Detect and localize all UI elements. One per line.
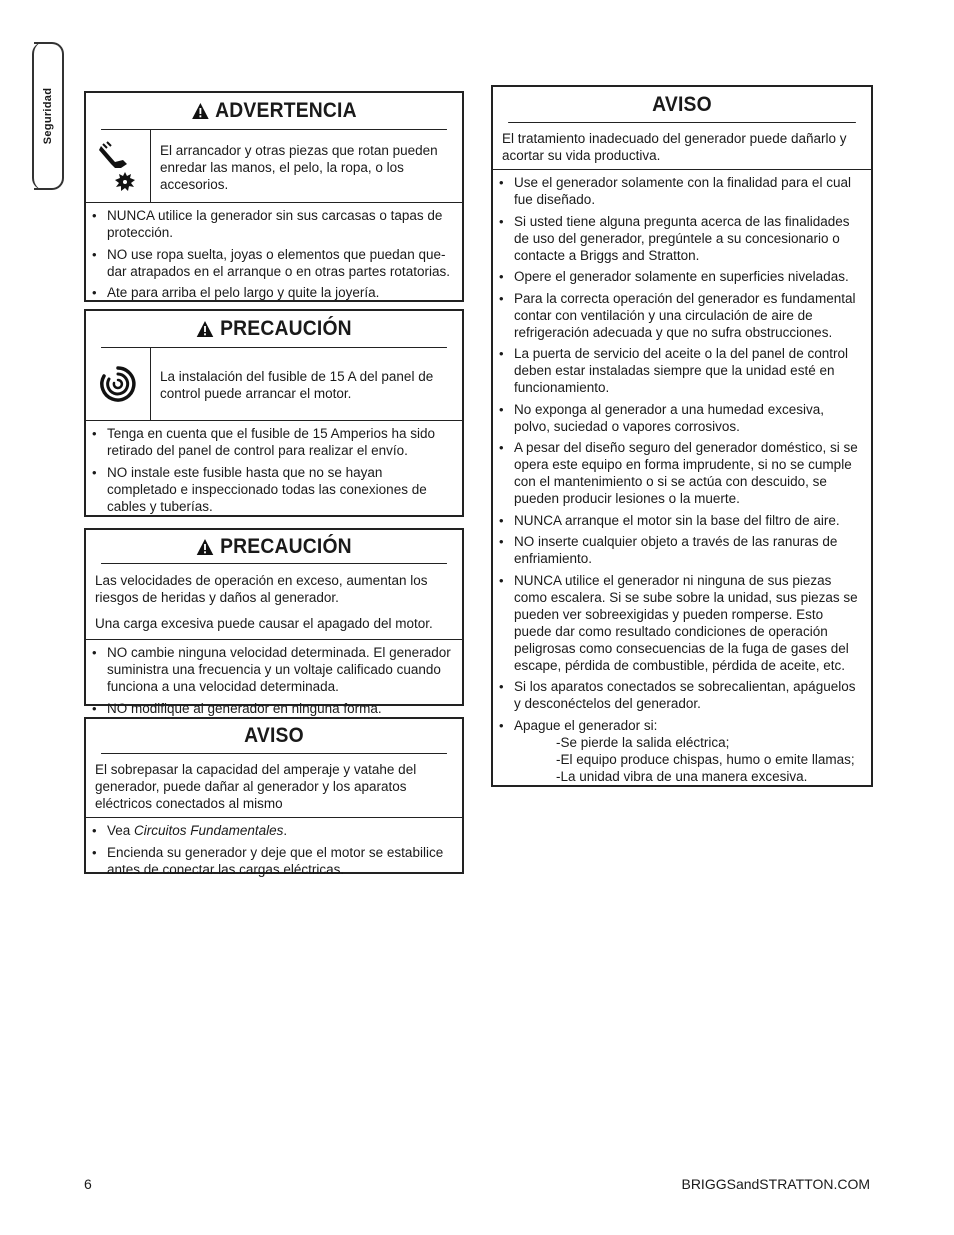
sub-item: -La unidad vibra de una manera excesiva. xyxy=(556,768,808,784)
advertencia-hazard-row xyxy=(86,130,462,203)
advertencia-bullets xyxy=(86,203,462,305)
precaucion-fuse-hazard-row xyxy=(86,348,462,421)
entanglement-hazard-icon xyxy=(86,130,151,202)
list-item: • NUNCA utilice el generador ni ninguna de sus piezas como escalera. Si se sube sobre la unidad, sus piezas se pueden ver sobreexigidas y pueden romperse. Esto puede dar como resultado condiciones de operación peligrosas como consecuencias de la fuga de gases del escape, pérdida de combustible, pérdida de aceite, etc. xyxy=(499,572,863,674)
list-item: • NO instale este fusible hasta que no se hayan completado e inspeccionado todas las conexiones de cables y tuberías. xyxy=(92,464,454,515)
precaucion-speed-intro xyxy=(86,564,462,640)
list-item: • NO inserte cualquier objeto a través de las ranuras de enfriamiento. xyxy=(499,533,863,567)
intro-paragraph: El tratamiento inadecuado del generador puede dañarlo y acortar su vida productiva. xyxy=(502,131,847,163)
list-item: • Encienda su generador y deje que el motor se estabilice antes de conectar las cargas eléctricas. xyxy=(92,844,454,878)
warning-triangle-icon xyxy=(196,320,214,338)
list-item xyxy=(499,717,863,785)
list-item: • NUNCA arranque el motor sin la base del filtro de aire. xyxy=(499,512,863,529)
bullet-text: Vea xyxy=(107,823,135,838)
precaucion-fuse-box xyxy=(84,309,464,517)
aviso-generator-intro xyxy=(493,123,871,170)
precaucion-fuse-title xyxy=(101,311,447,348)
cross-reference-link: Circuitos Fundamentales xyxy=(134,823,284,838)
bullet-text: Apague el generador si: xyxy=(514,717,658,733)
aviso-load-bullets xyxy=(86,818,462,882)
aviso-generator-box xyxy=(491,85,873,787)
warning-triangle-icon xyxy=(196,538,214,556)
advertencia-title-text: ADVERTENCIA xyxy=(215,99,357,122)
list-item: • NO use ropa suelta, joyas o elementos que puedan que-dar atrapados en el arranque o en otras partes rotatorias. xyxy=(92,246,454,280)
aviso-load-title xyxy=(101,719,447,754)
precaucion-speed-title-text: PRECAUCIÓN xyxy=(220,534,352,558)
sub-item: -El equipo produce chispas, humo o emite llamas; xyxy=(556,751,855,767)
intro-paragraph: Una carga excesiva puede causar el apagado del motor. xyxy=(95,616,433,631)
section-tab xyxy=(34,42,64,190)
list-item: • No exponga al generador a una humedad excesiva, polvo, suciedad o vapores corrosivos. xyxy=(499,401,863,435)
section-tab-label: Seguridad xyxy=(42,87,54,145)
list-item: • NO modifique al generador en ninguna forma. xyxy=(92,700,454,717)
bullet-text: . xyxy=(283,823,288,838)
aviso-generator-title-text: AVISO xyxy=(652,92,712,116)
aviso-generator-title xyxy=(508,87,856,123)
list-item: • NUNCA utilice la generador sin sus carcasas o tapas de protección. xyxy=(92,207,454,241)
list-item: • Para la correcta operación del generador es fundamental contar con ventilación y una circulación de aire de refrigeración adecuada y que no sufra obstrucciones. xyxy=(499,290,863,341)
aviso-load-intro xyxy=(86,754,462,818)
advertencia-title xyxy=(101,93,447,130)
precaucion-speed-title xyxy=(101,530,447,564)
aviso-load-title-text: AVISO xyxy=(244,724,304,747)
sub-item: -Se pierde la salida eléctrica; xyxy=(556,734,730,750)
list-item xyxy=(92,822,454,839)
list-item: • Opere el generador solamente en superficies niveladas. xyxy=(499,268,863,285)
precaucion-fuse-title-text: PRECAUCIÓN xyxy=(220,317,352,340)
list-item: • La puerta de servicio del aceite o la del panel de control deben estar instaladas siempre que la unidad esté en funcionamiento. xyxy=(499,345,863,396)
list-item: • NO cambie ninguna velocidad determinada. El generador suministra una frecuencia y un voltaje calificado cuando funciona a una velocidad determinada. xyxy=(92,644,454,695)
precaucion-speed-bullets xyxy=(86,640,462,721)
list-item: • Si usted tiene alguna pregunta acerca de las finalidades de uso del generador, pregúntele a su concesionario o contacte a Briggs and Stratton. xyxy=(499,213,863,264)
list-item: • Tenga en cuenta que el fusible de 15 Amperios ha sido retirado del panel de control para realizar el envío. xyxy=(92,425,454,459)
intro-paragraph: Las velocidades de operación en exceso, aumentan los riesgos de heridas y daños al generador. xyxy=(95,573,428,605)
advertencia-hazard-text: El arrancador y otras piezas que rotan pueden enredar las manos, el pelo, la ropa, o los accesorios. xyxy=(160,142,438,192)
advertencia-box xyxy=(84,91,464,302)
list-item: • A pesar del diseño seguro del generador doméstico, si se opera este equipo en forma imprudente, si no se cumple con el mantenimiento o si se actúa con descuido, se pueden producir lesiones o la muerte. xyxy=(499,439,863,507)
precaucion-speed-box xyxy=(84,528,464,716)
page-number: 6 xyxy=(84,1176,92,1192)
precaucion-fuse-hazard-text: La instalación del fusible de 15 A del panel de control puede arrancar el motor. xyxy=(160,369,434,401)
auto-start-icon xyxy=(86,348,151,420)
intro-paragraph: El sobrepasar la capacidad del amperaje y vatahe del generador, puede dañar al generador y los aparatos eléctricos conectados al mismo xyxy=(95,762,417,811)
list-item: • Ate para arriba el pelo largo y quite la joyería. xyxy=(92,284,454,301)
aviso-load-box xyxy=(84,717,464,877)
list-item: • Use el generador solamente con la finalidad para el cual fue diseñado. xyxy=(499,174,863,208)
aviso-generator-bullets xyxy=(493,170,871,789)
list-item: • Si los aparatos conectados se sobrecalientan, apáguelos y desconéctelos del generador. xyxy=(499,678,863,712)
precaucion-fuse-bullets xyxy=(86,421,462,519)
warning-triangle-icon xyxy=(191,102,209,120)
website-url: BRIGGSandSTRATTON.COM xyxy=(681,1176,870,1192)
